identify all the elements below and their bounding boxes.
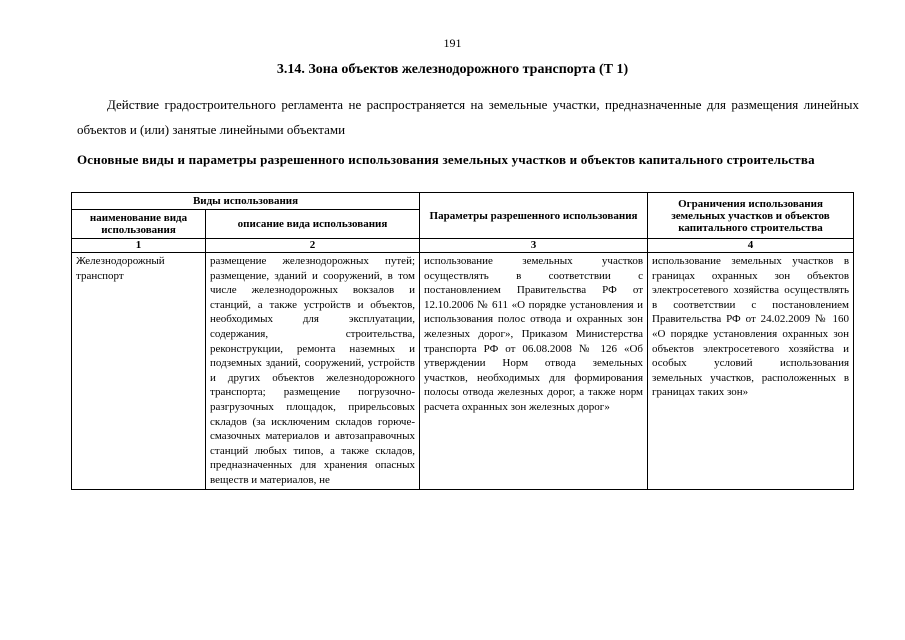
usage-name-cell: Железнодорожный транспорт (72, 253, 206, 490)
intro-paragraph: Действие градостроительного регламента не распространяется на земельные участки, предназначенные для размещения линейных объектов и (или) занятые линейными объектами (77, 97, 859, 137)
table-row (72, 253, 854, 490)
regulations-table (71, 192, 854, 490)
page-number: 191 (443, 36, 462, 50)
header-restrictions: Ограничения использования земельных участков и объектов капитального строительства (648, 193, 854, 239)
header-parameters: Параметры разрешенного использования (420, 193, 648, 239)
column-number: 1 (72, 239, 206, 253)
column-number: 4 (648, 239, 854, 253)
header-usage-description: описание вида использования (206, 210, 420, 239)
parameters-cell: использование земельных участков осуществлять в соответствии с постановлением Правительства РФ от 12.10.2006 № 611 «О порядке установления и использования полос отвода и охранных зон железных дорог», Приказом Министерства транспорта РФ от 06.08.2008 № 126 «Об утверждении Норм отвода земельных участков, необходимых для формирования полосы отвода железных дорог, а также норм расчета охранных зон железных дорог» (420, 253, 648, 490)
column-number: 2 (206, 239, 420, 253)
header-usage-name: наименование вида использования (72, 210, 206, 239)
usage-description-cell: размещение железнодорожных путей; размещение, зданий и сооружений, в том числе железнодорожных вокзалов и станций, а также устройств и объектов, необходимых для эксплуатации, содержания, строительства, реконструкции, ремонта наземных и подземных зданий, сооружений, устройств и других объектов железнодорожного транспорта; размещение погрузочно-разгрузочных площадок, прирельсовых складов (за исключеним складов горюче-смазочных материалов и автозаправочных станций любых типов, а также складов, предназначенных для хранения опасных веществ и материалов, не (206, 253, 420, 490)
table-heading: Основные виды и параметры разрешенного использования земельных участков и объектов капитального строительства (77, 152, 815, 167)
header-usage-group: Виды использования (72, 193, 420, 210)
section-title: 3.14. Зона объектов железнодорожного транспорта (Т 1) (276, 62, 629, 77)
restrictions-cell: использование земельных участков в границах охранных зон объектов электросетевого хозяйства осуществлять в соответствии с постановлением Правительства РФ от 24.02.2009 № 160 «О порядке установления охранных зон объектов электросетевого хозяйства и особых условий использования земельных участков, расположенных в границах таких зон» (648, 253, 854, 490)
column-number: 3 (420, 239, 648, 253)
